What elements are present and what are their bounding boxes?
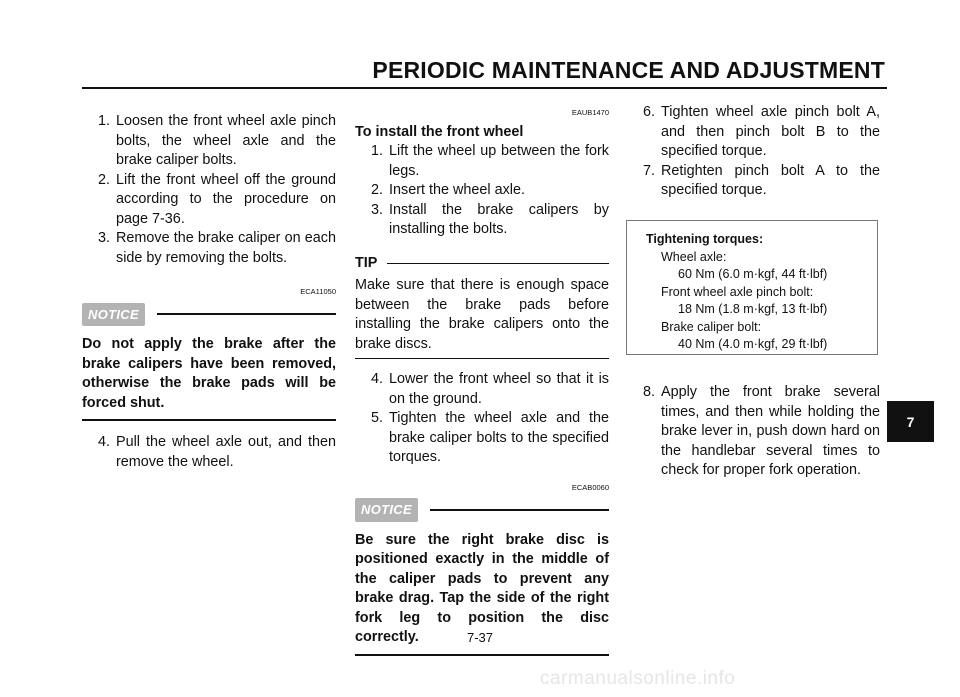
step-item	[627, 383, 880, 481]
tip-label: TIP	[355, 254, 378, 271]
header-divider	[82, 87, 887, 89]
notice-header	[82, 303, 336, 327]
reference-code: ECAB0060	[571, 482, 609, 492]
step-number: 1.	[370, 143, 383, 159]
tip-rule	[387, 263, 609, 264]
step-item	[627, 103, 880, 162]
step-item	[82, 112, 336, 171]
step-text: Pull the wheel axle out, and then remove the wheel.	[116, 434, 336, 470]
torque-entry-label: Brake caliper bolt:	[661, 319, 762, 334]
tip-end-rule	[355, 358, 609, 359]
step-text: Lift the wheel up between the fork legs.	[389, 143, 609, 179]
page-number: 7-37	[466, 630, 494, 645]
step-item	[355, 409, 609, 468]
step-item	[355, 201, 609, 240]
step-item	[355, 181, 609, 201]
torque-entry-value: 60 Nm (6.0 m·kgf, 44 ft·lbf)	[678, 267, 828, 281]
torque-spec-box	[626, 220, 878, 355]
right-column-lower	[627, 383, 880, 481]
tip-header	[355, 254, 609, 274]
reference-code: EAUB1470	[571, 108, 609, 117]
step-text: Apply the front brake several times, and then while holding the brake lever in, push down hard on the handlebar several times to check for proper fork operation.	[661, 384, 880, 478]
torque-entry-value: 40 Nm (4.0 m·kgf, 29 ft·lbf)	[678, 337, 828, 351]
notice-end-rule	[355, 654, 609, 656]
torque-box-title: Tightening torques:	[646, 232, 764, 246]
step-item	[82, 229, 336, 268]
step-text: Lower the front wheel so that it is on the ground.	[389, 371, 609, 407]
notice-end-rule	[82, 419, 336, 421]
step-text: Tighten the wheel axle and the brake caliper bolts to the specified torques.	[389, 410, 609, 465]
page-title: PERIODIC MAINTENANCE AND ADJUSTMENT	[372, 57, 885, 83]
tip-text: Make sure that there is enough space between the brake pads before installing the brake calipers onto the brake discs.	[355, 277, 609, 352]
section-heading: To install the front wheel	[355, 123, 524, 140]
step-item	[355, 142, 609, 181]
torque-entry-label: Front wheel axle pinch bolt:	[661, 284, 814, 299]
step-text: Install the brake calipers by installing the bolts.	[389, 201, 609, 237]
notice-rule	[430, 509, 609, 511]
notice-text: Be sure the right brake disc is positioned exactly in the middle of the caliper pads to prevent any brake drag. Tap the side of the right fork leg to position the disc correctly.	[355, 531, 609, 645]
torque-entry-label: Wheel axle:	[661, 249, 727, 264]
torque-entry-value: 18 Nm (1.8 m·kgf, 13 ft·lbf)	[678, 302, 828, 316]
step-number: 8.	[642, 384, 655, 400]
watermark: carmanualsonline.info	[540, 668, 736, 689]
step-number: 2.	[97, 171, 110, 188]
notice-badge: NOTICE	[82, 303, 145, 327]
notice-rule	[157, 313, 336, 315]
step-text: Loosen the front wheel axle pinch bolts, the wheel axle and the brake caliper bolts.	[116, 113, 336, 168]
step-text: Retighten pinch bolt A to the specified torque.	[661, 162, 880, 198]
step-number: 1.	[97, 113, 110, 129]
step-number: 7.	[642, 162, 655, 179]
step-item	[82, 171, 336, 230]
reference-code: ECA11050	[300, 287, 336, 296]
chapter-tab: 7	[887, 401, 934, 442]
step-item	[82, 433, 336, 472]
step-number: 3.	[97, 230, 110, 246]
left-column	[82, 112, 336, 472]
right-column	[627, 103, 880, 201]
step-item	[355, 370, 609, 409]
step-text: Insert the wheel axle.	[389, 182, 525, 198]
step-number: 5.	[370, 410, 383, 426]
notice-badge: NOTICE	[355, 498, 418, 522]
step-number: 4.	[97, 434, 110, 450]
step-text: Remove the brake caliper on each side by removing the bolts.	[116, 230, 336, 266]
step-number: 4.	[370, 371, 383, 387]
step-number: 3.	[370, 201, 383, 218]
step-number: 2.	[370, 182, 383, 198]
notice-header	[355, 498, 609, 522]
step-text: Lift the front wheel off the ground according to the procedure on page 7-36.	[116, 171, 336, 227]
step-item	[627, 162, 880, 201]
step-number: 6.	[642, 104, 655, 120]
step-text: Tighten wheel axle pinch bolt A, and then pinch bolt B to the specified torque.	[661, 104, 880, 159]
middle-column	[355, 103, 609, 656]
notice-text: Do not apply the brake after the brake calipers have been removed, otherwise the brake pads will be forced shut.	[82, 336, 336, 411]
